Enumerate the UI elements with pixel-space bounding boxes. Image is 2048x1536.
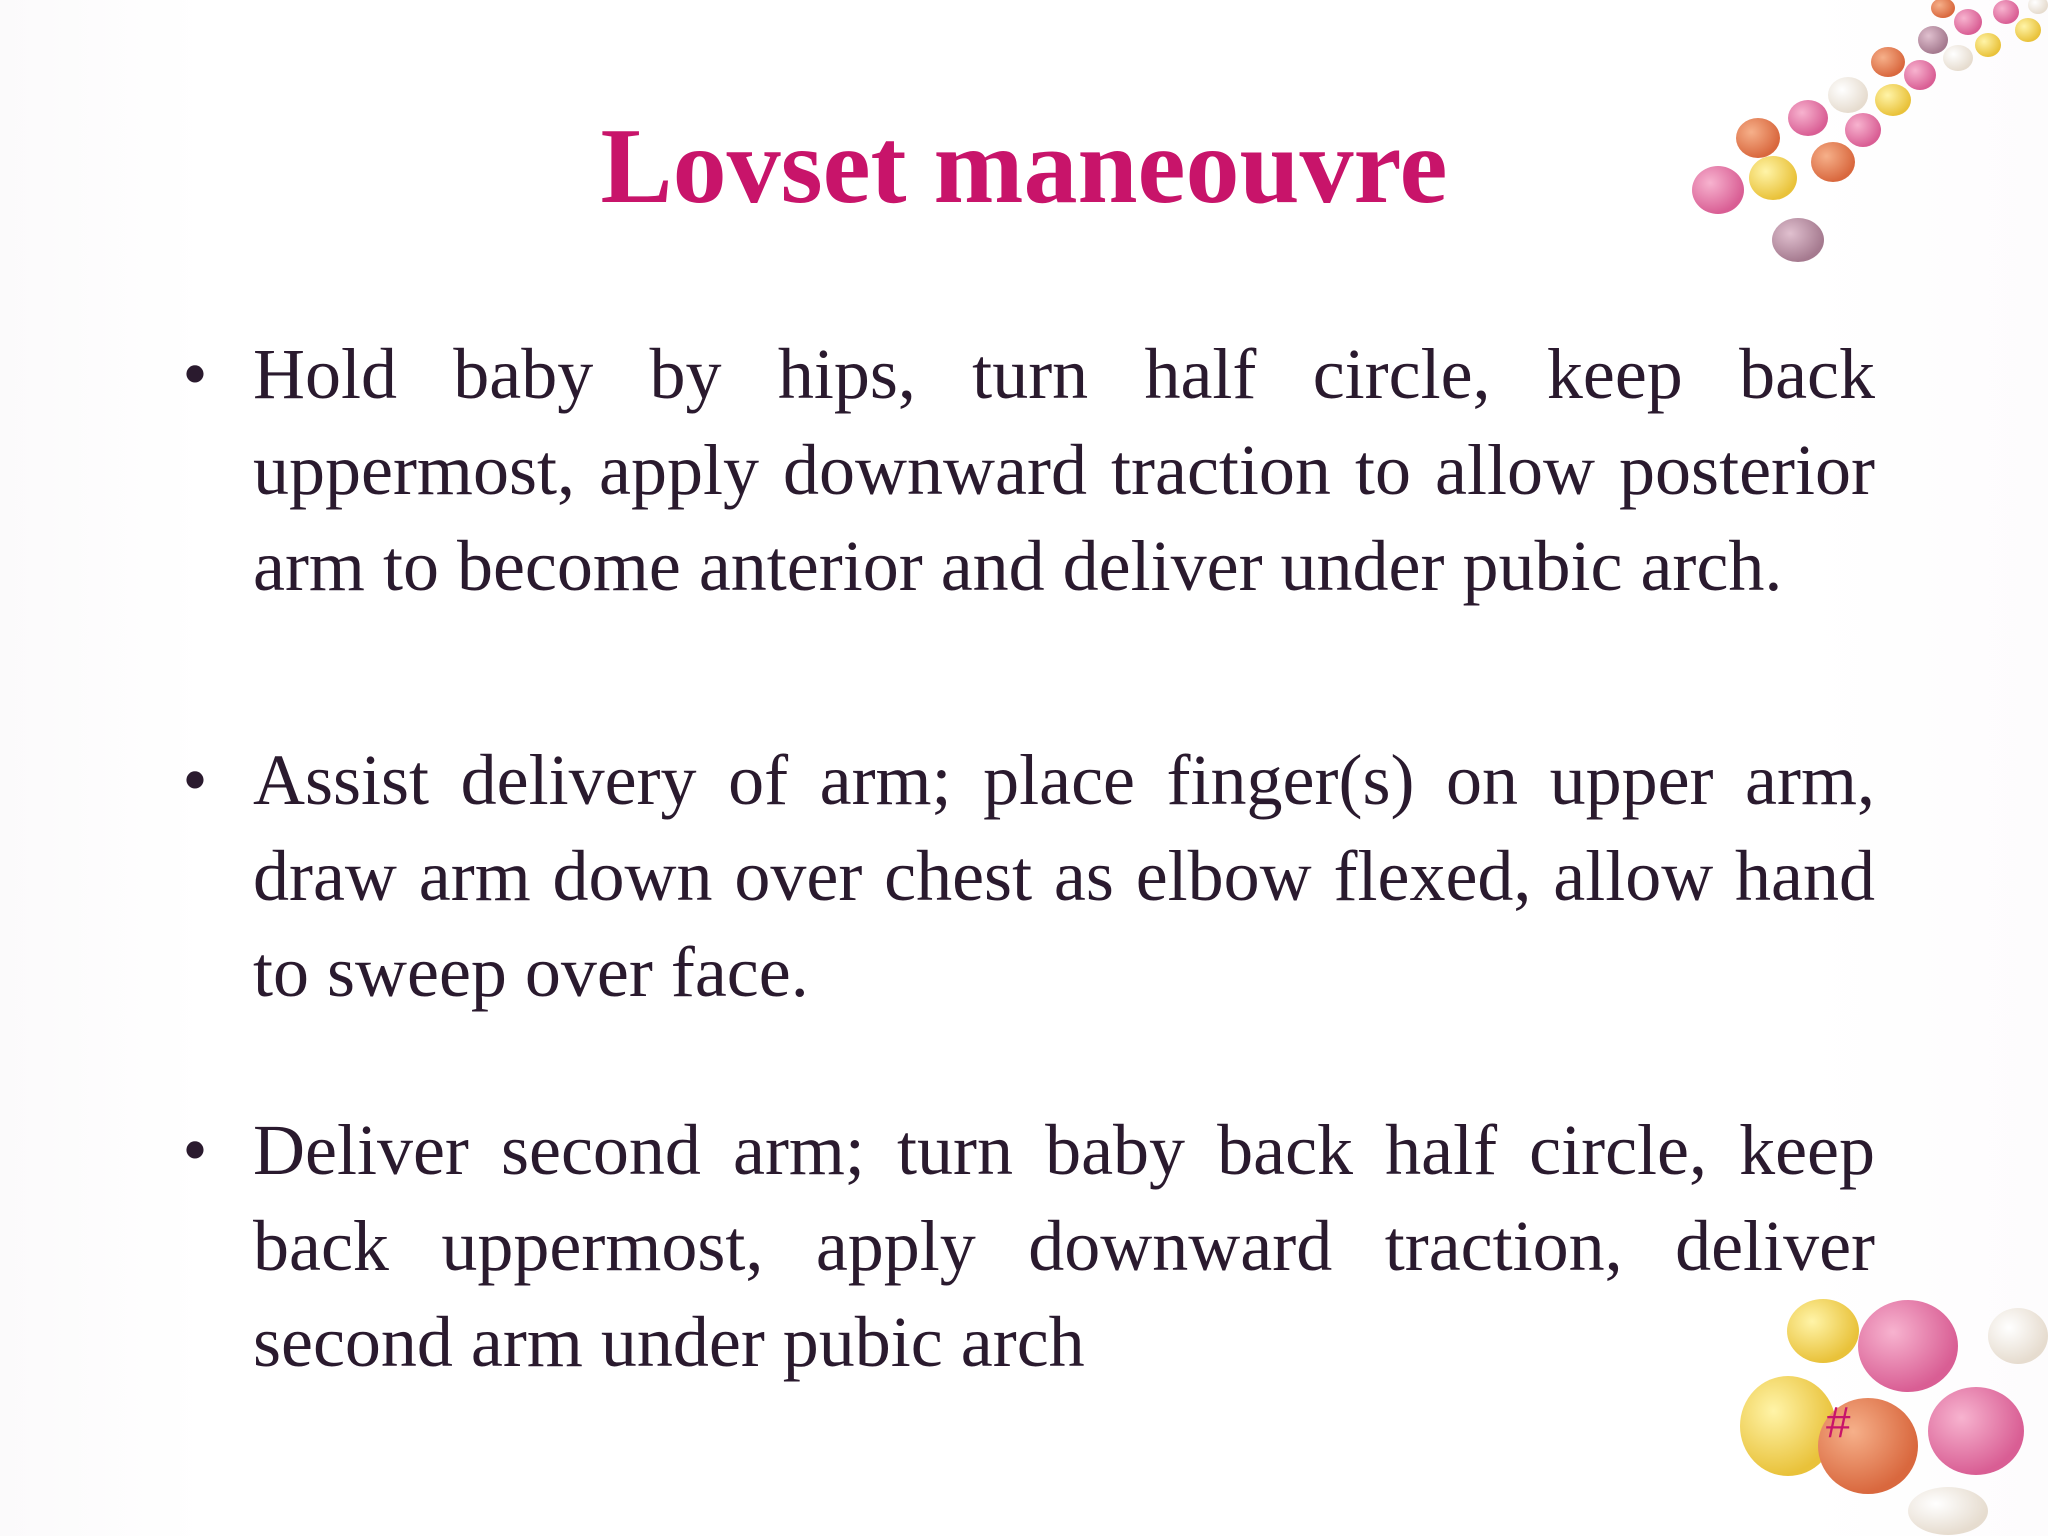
bullet-item: [175, 326, 1875, 614]
slide-number: #: [1826, 1398, 1851, 1447]
bullet-list: [175, 326, 1875, 1390]
bullet-marker: •: [182, 1110, 208, 1190]
bullet-text: Deliver second arm; turn baby back half circle, keep back uppermost, apply downward traction, deliver second arm under pubic arch: [253, 1110, 1875, 1382]
bullet-text: Hold baby by hips, turn half circle, keep back uppermost, apply downward traction to allow posterior arm to become anterior and deliver under pubic arch.: [253, 334, 1875, 606]
bullet-marker: •: [182, 334, 208, 414]
bullet-item: [175, 732, 1875, 1020]
slide-title: Lovset maneouvre: [600, 107, 1448, 226]
bullet-marker: •: [182, 740, 208, 820]
bullet-item: [175, 1102, 1875, 1390]
bullet-text: Assist delivery of arm; place finger(s) on upper arm, draw arm down over chest as elbow flexed, allow hand to sweep over face.: [253, 740, 1875, 1012]
